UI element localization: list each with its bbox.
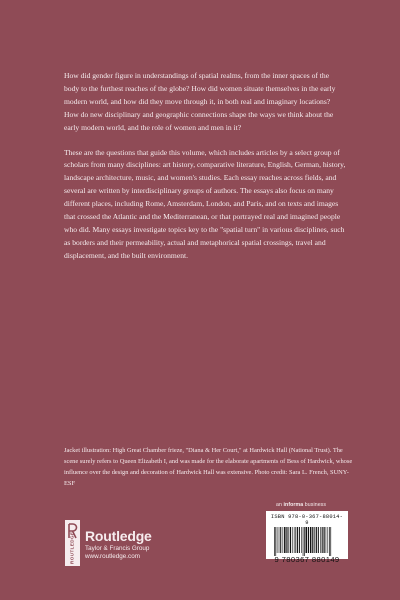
barcode-bar <box>324 527 325 553</box>
barcode-bar <box>279 527 280 553</box>
barcode-bar <box>284 527 286 553</box>
barcode-bar <box>326 527 327 553</box>
informa-prefix: an <box>276 502 284 508</box>
barcode-bar <box>316 527 317 553</box>
barcode-bar <box>277 527 278 553</box>
isbn-barcode <box>266 511 348 564</box>
barcode-bars <box>272 527 342 556</box>
isbn-digits: 9 780367 880149 <box>274 555 340 564</box>
informa-business-tag <box>276 502 326 508</box>
barcode-bar <box>318 527 319 553</box>
barcode-bar <box>283 527 284 553</box>
isbn-label: ISBN 978-0-367-88014-9 <box>270 514 344 526</box>
informa-suffix: business <box>303 502 327 508</box>
barcode-bar <box>328 527 329 553</box>
barcode-bar <box>301 527 302 553</box>
barcode-bar <box>292 527 293 553</box>
publisher-name: Routledge <box>85 528 152 544</box>
barcode-bar <box>299 527 300 553</box>
routledge-r-mark-icon <box>65 520 80 566</box>
barcode-bar <box>303 527 304 556</box>
barcode-bar <box>329 527 330 556</box>
routledge-vertical-wordmark: ROUTLEDGE <box>69 531 75 564</box>
blurb-paragraph-2: These are the questions that guide this volume, which includes articles by a select group of scholars from many disciplines: art history, comparative literature, English, German, history, landscape architecture, music, and women's studies. Each essay reaches across fields, and several are written by interdisciplinary groups of authors. The essays also focus on many different places, including Rome, Amsterdam, London, and Paris, and on texts and images that crossed the Atlantic and the Mediterranean, or that portrayed real and imagined people who did. Many essays investigate topics key to the "spatial turn" in various disciplines, such as borders and their permeability, actual and metaphorical spatial crossings, travel and displacement, and the built environment. <box>64 147 346 260</box>
barcode-bar <box>304 527 305 556</box>
barcode-bar <box>275 527 276 556</box>
back-cover-blurb <box>64 70 346 275</box>
blurb-paragraph-1: How did gender figure in understandings of spatial realms, from the inner spaces of the body to the furthest reaches of the globe? How did women situate themselves in the early modern world, and how did they move through it, in both real and imaginary locations? How do new disciplinary and geographic connections shape the ways we think about the early modern world, and the role of women and men in it? <box>64 71 336 132</box>
barcode-bar <box>288 527 289 553</box>
barcode-bar <box>294 527 295 553</box>
barcode-bar <box>295 527 296 553</box>
barcode-bar <box>322 527 323 553</box>
barcode-bar <box>320 527 321 553</box>
jacket-illustration-credit: Jacket illustration: High Great Chamber frieze, "Diana & Her Court," at Hardwick Hall (National Trust). The scene surely refers to Queen Elizabeth I, and was made for the elaborate apartments of Bess of Hardwick, whose influence over the design and decoration of Hardwick Hall was extensive. Photo credit: Sara L. French, SUNY-ESF <box>64 447 353 488</box>
informa-brand: informa <box>283 502 304 508</box>
barcode-bar <box>312 527 313 553</box>
barcode-bar <box>280 527 281 553</box>
barcode-bar <box>290 527 291 553</box>
barcode-bar <box>330 527 331 556</box>
publisher-group: Taylor & Francis Group <box>85 545 150 552</box>
barcode-bar <box>308 527 309 553</box>
routledge-wordmark <box>85 529 152 561</box>
barcode-bar <box>310 527 312 553</box>
barcode-bar <box>286 527 287 553</box>
barcode-bar <box>306 527 308 553</box>
barcode-bar <box>274 527 275 556</box>
barcode-bar <box>314 527 315 553</box>
barcode-bar <box>297 527 298 553</box>
publisher-url: www.routledge.com <box>85 553 140 560</box>
